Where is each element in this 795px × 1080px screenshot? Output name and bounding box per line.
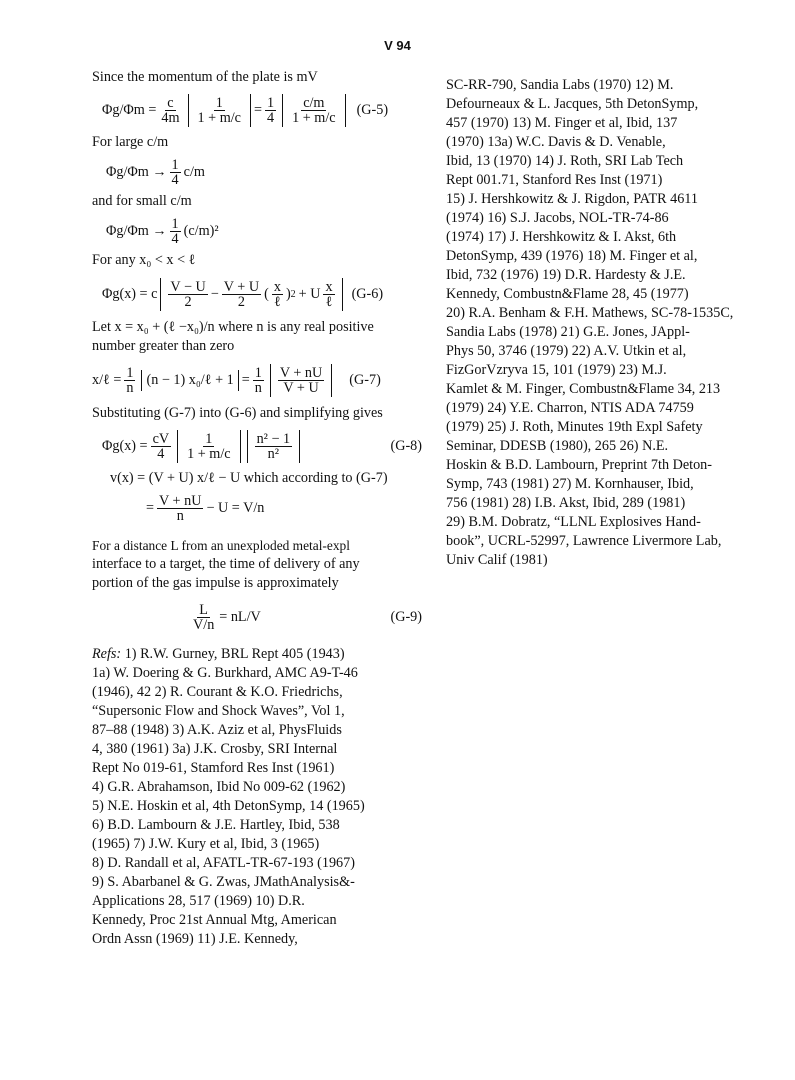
reference-line: Univ Calif (1981) (446, 552, 548, 568)
reference-line: Kamlet & M. Finger, Combustn&Flame 34, 213 (446, 381, 721, 397)
text-line: For any x₀ < x < ℓ (92, 252, 196, 268)
reference-line: Sandia Labs (1978) 21) G.E. Jones, JAppl- (446, 324, 690, 340)
equation-tag: (G-6) (351, 285, 384, 302)
equation-g5: Φg/Φm = $\frac{c}{4m}$ $\frac{1}{1 + m/c}$ = $\frac{1}{4}$ $\frac{c/m}{1 + m/c}$ (G-5) (102, 94, 389, 126)
reference-line: Kennedy, Proc 21st Annual Mtg, American (92, 912, 337, 928)
text-line: interface to a target, the time of delivery of any (92, 556, 360, 572)
equation-tag: (G-9) (390, 608, 422, 625)
reference-line: Applications 28, 517 (1969) 10) D.R. (92, 893, 305, 909)
reference-line: (1974) 17) J. Hershkowitz & I. Akst, 6th (446, 229, 677, 245)
reference-line: Seminar, DDESB (1980), 265 26) N.E. (446, 438, 669, 454)
reference-line: (1979) 25) J. Roth, Minutes 19th Expl Safety (446, 419, 703, 435)
reference-line: 756 (1981) 28) I.B. Akst, Ibid, 289 (1981) (446, 495, 686, 511)
reference-line: Rept 001.71, Stanford Res Inst (1971) (446, 172, 663, 188)
equation-large: Φg/Φm → $\frac{1}{4}$ c/m (106, 156, 205, 188)
reference-line: 20) R.A. Benham & F.H. Mathews, SC-78-1535C, (446, 305, 734, 321)
reference-line: DetonSymp, 439 (1976) 18) M. Finger et al, (446, 248, 698, 264)
reference-line: (1946), 42 2) R. Courant & K.O. Friedrichs, (92, 684, 343, 700)
reference-line: (1970) 13a) W.C. Davis & D. Venable, (446, 134, 666, 150)
text-line: v(x) = (V + U) x/ℓ − U which according to (G-7) (110, 470, 388, 486)
reference-line: 5) N.E. Hoskin et al, 4th DetonSymp, 14 (1965) (92, 798, 365, 814)
reference-line: Ordn Assn (1969) 11) J.E. Kennedy, (92, 931, 298, 947)
equation-g8: Φg(x) = $\frac{cV}{4}$ $\frac{1}{1 + m/c}$ $\frac{\text{n² − 1}}{\text{n²}}$ (G-8) (102, 430, 422, 462)
right-column (446, 76, 776, 570)
equation-tag: (G-5) (356, 101, 389, 118)
reference-line: SC-RR-790, Sandia Labs (1970) 12) M. (446, 77, 674, 93)
reference-line: 8) D. Randall et al, AFATL-TR-67-193 (1967) (92, 855, 355, 871)
reference-line: 29) B.M. Dobratz, “LLNL Explosives Hand- (446, 514, 701, 530)
reference-line: book”, UCRL-52997, Lawrence Livermore Lab, (446, 533, 722, 549)
reference-line: Defourneaux & L. Jacques, 5th DetonSymp, (446, 96, 699, 112)
page-number: V 94 (384, 38, 411, 53)
text-line: and for small c/m (92, 193, 192, 209)
reference-line: Symp, 743 (1981) 27) M. Kornhauser, Ibid, (446, 476, 694, 492)
reference-line: 6) B.D. Lambourn & J.E. Hartley, Ibid, 538 (92, 817, 340, 833)
text-line: Let x = x₀ + (ℓ −x₀)/n where n is any real positive (92, 319, 374, 335)
text-line: For a distance L from an unexploded metal-expl (92, 538, 350, 553)
reference-line: 457 (1970) 13) M. Finger et al, Ibid, 137 (446, 115, 678, 131)
reference-line: FizGorVzryva 15, 101 (1979) 23) M.J. (446, 362, 667, 378)
reference-line: 15) J. Hershkowitz & J. Rigdon, PATR 4611 (446, 191, 698, 207)
text-line: For large c/m (92, 134, 169, 150)
equation-tag: (G-8) (390, 437, 422, 454)
equation-g6: Φg(x) = c $\frac{V - U}{2}$ − $\frac{V + U}{2}$ ( $\frac{x}{\text{ℓ}}$ ) 2 + U $\frac{x}{\text{ℓ}}$ (G-6) (102, 278, 384, 310)
reference-line: 9) S. Abarbanel & G. Zwas, JMathAnalysis&- (92, 874, 355, 890)
text-line: Substituting (G-7) into (G-6) and simplifying gives (92, 405, 383, 421)
left-column (92, 68, 432, 949)
equation-small: Φg/Φm → $\frac{1}{4}$ (c/m)² (106, 215, 219, 247)
equation-g7: x/ℓ = $\frac{1}{n}$ (n − 1) x₀/ℓ + 1 = $\frac{1}{n}$ $\frac{V + nU}{V + U}$ (G-7) (92, 364, 381, 396)
reference-line: Kennedy, Combustn&Flame 28, 45 (1977) (446, 286, 689, 302)
equation-v: = $\frac{V + nU}{n}$ − U = V/n (146, 492, 265, 524)
reference-line: 1a) W. Doering & G. Burkhard, AMC A9-T-46 (92, 665, 358, 681)
text-line: number greater than zero (92, 338, 235, 354)
reference-line: 87–88 (1948) 3) A.K. Aziz et al, PhysFluids (92, 722, 342, 738)
text-line: Since the momentum of the plate is mV (92, 69, 318, 85)
reference-line: (1965) 7) J.W. Kury et al, Ibid, 3 (1965) (92, 836, 320, 852)
reference-line: “Supersonic Flow and Shock Waves”, Vol 1, (92, 703, 345, 719)
reference-line: Ibid, 13 (1970) 14) J. Roth, SRI Lab Tech (446, 153, 684, 169)
reference-line: Ibid, 732 (1976) 19) D.R. Hardesty & J.E. (446, 267, 686, 283)
reference-line: (1974) 16) S.J. Jacobs, NOL-TR-74-86 (446, 210, 669, 226)
reference-line: Phys 50, 3746 (1979) 22) A.V. Utkin et al, (446, 343, 687, 359)
reference-line: (1979) 24) Y.E. Charron, NTIS ADA 74759 (446, 400, 694, 416)
reference-line: 4, 380 (1961) 3a) J.K. Crosby, SRI Internal (92, 741, 338, 757)
text-line: portion of the gas impulse is approximately (92, 575, 339, 591)
reference-line: Rept No 019-61, Stamford Res Inst (1961) (92, 760, 335, 776)
equation-tag: (G-7) (349, 371, 381, 388)
reference-line: Hoskin & B.D. Lambourn, Preprint 7th Deton- (446, 457, 712, 473)
references-left (92, 645, 432, 949)
equation-g9: $\frac{L}{V/n}$ = nL/V (G-9) (193, 601, 422, 633)
reference-line: 1) R.W. Gurney, BRL Rept 405 (1943) (121, 646, 345, 662)
reference-line: 4) G.R. Abrahamson, Ibid No 009-62 (1962) (92, 779, 346, 795)
refs-label: Refs: (92, 646, 122, 662)
